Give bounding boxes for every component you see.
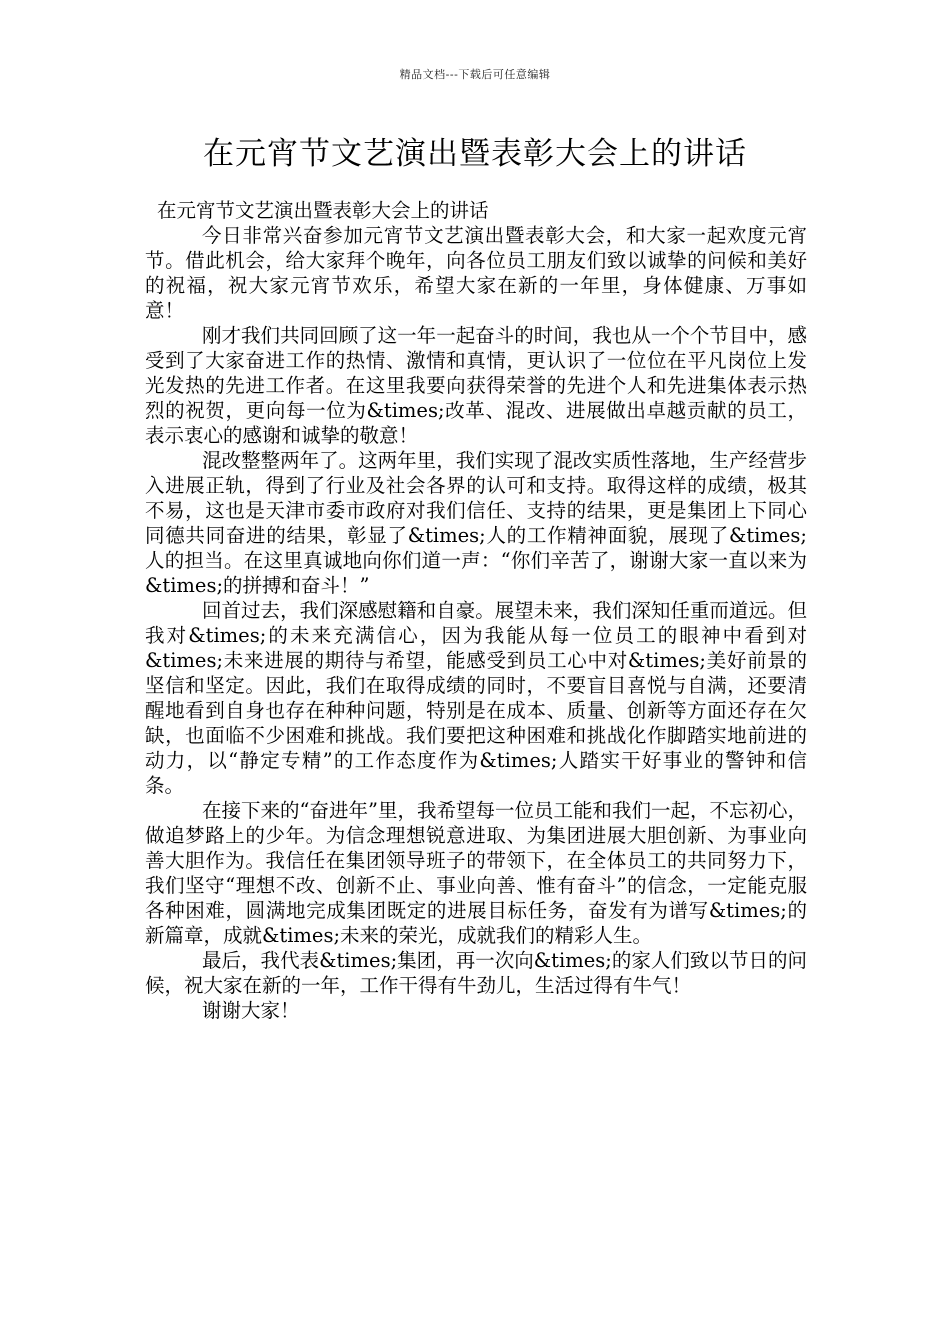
paragraph-reform: 混改整整两年了。这两年里，我们实现了混改实质性落地，生产经营步入进展正轨，得到了行业及社会各界的认可和支持。取得这样的成绩，极其不易，这也是天津市委市政府对我们信任、支持的结果，更是集团上下同心同德共同奋进的结果，彰显了&times;人的工作精神面貌，展现了&times;人的担当。在这里真诚地向你们道一声：“你们辛苦了，谢谢大家一直以来为&times;的拼搏和奋斗！”	[145, 449, 807, 597]
paragraph-new-year: 在接下来的“奋进年”里，我希望每一位员工能和我们一起，不忘初心，做追梦路上的少年。为信念理想锐意进取、为集团进展大胆创新、为事业向善大胆作为。我信任在集团领导班子的带领下，在全体员工的共同努力下，我们坚守“理想不改、创新不止、事业向善、惟有奋斗”的信念，一定能克服各种困难，圆满地完成集团既定的进展目标任务，奋发有为谱写&times;的新篇章，成就&times;未来的荣光，成就我们的精彩人生。	[145, 799, 807, 947]
page-header-note: 精品文档---下载后可任意编辑	[399, 68, 551, 81]
paragraph-thanks: 谢谢大家！	[202, 999, 300, 1022]
paragraph-outlook: 回首过去，我们深感慰籍和自豪。展望未来，我们深知任重而道远。但我对&times;的未来充满信心，因为我能从每一位员工的眼神中看到对&times;未来进展的期待与希望，能感受到员工心中对&times;美好前景的坚信和坚定。因此，我们在取得成绩的同时，不要盲目喜悦与自满，还要清醒地看到自身也存在种种问题，特别是在成本、质量、创新等方面还存在欠缺，也面临不少困难和挑战。我们要把这种困难和挑战化作脚踏实地前进的动力，以“静定专精”的工作态度作为&times;人踏实干好事业的警钟和信条。	[145, 599, 807, 797]
document-body	[145, 198, 807, 1023]
document-subtitle: 在元宵节文艺演出暨表彰大会上的讲话	[157, 199, 489, 222]
paragraph-closing: 最后，我代表&times;集团，再一次向&times;的家人们致以节日的问候，祝大家在新的一年，工作干得有牛劲儿，生活过得有牛气！	[145, 949, 807, 997]
document-title: 在元宵节文艺演出暨表彰大会上的讲话	[203, 136, 747, 172]
paragraph-greeting: 今日非常兴奋参加元宵节文艺演出暨表彰大会，和大家一起欢度元宵节。借此机会，给大家拜个晚年，向各位员工朋友们致以诚挚的问候和美好的祝福，祝大家元宵节欢乐，希望大家在新的一年里，身体健康、万事如意！	[145, 224, 807, 322]
paragraph-review: 刚才我们共同回顾了这一年一起奋斗的时间，我也从一个个节目中，感受到了大家奋进工作的热情、激情和真情，更认识了一位位在平凡岗位上发光发热的先进工作者。在这里我要向获得荣誉的先进个人和先进集体表示热烈的祝贺，更向每一位为&times;改革、混改、进展做出卓越贡献的员工，表示衷心的感谢和诚挚的敬意！	[145, 324, 807, 447]
